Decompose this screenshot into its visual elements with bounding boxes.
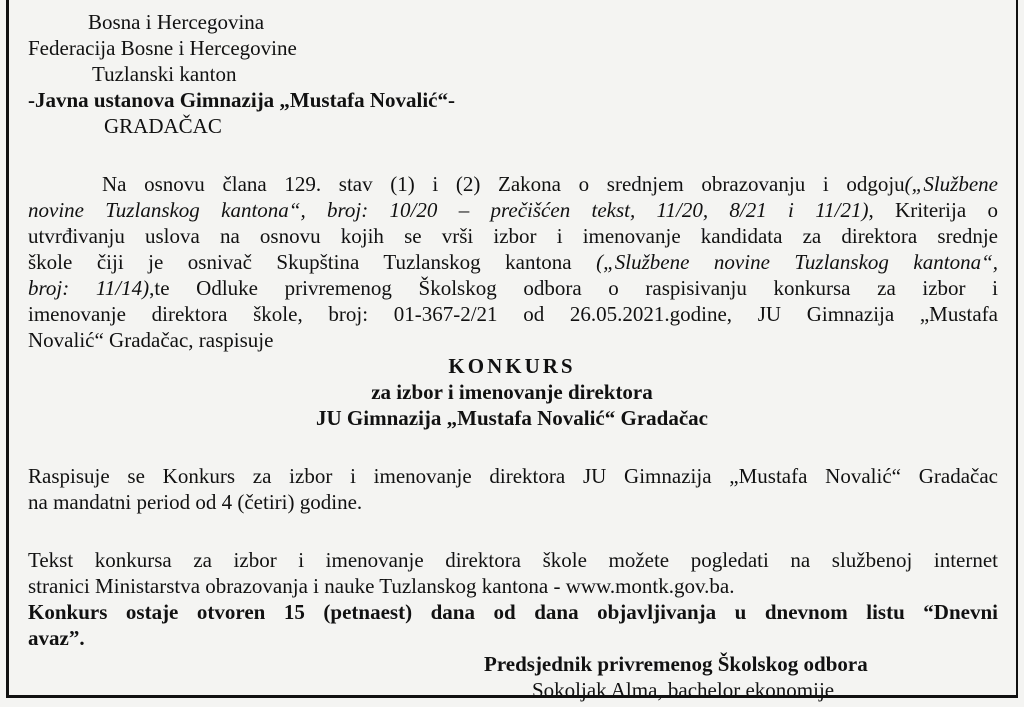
intro-line-4 <box>28 250 998 274</box>
intro-line-1-citation: („Službene <box>904 172 998 196</box>
intro-line-4-citation: („Službene novine Tuzlanskog kantona“, <box>596 250 998 274</box>
intro-line-6: imenovanje direktora škole, broj: 01-367-2/21 od 26.05.2021.godine, JU Gimnazija „Mustafa <box>28 302 998 326</box>
para2-line-3: Konkurs ostaje otvoren 15 (petnaest) dana od dana objavljivanja u dnevnom listu “Dnevni <box>28 600 998 624</box>
intro-line-2 <box>28 198 998 222</box>
intro-line-1-text: Na osnovu člana 129. stav (1) i (2) Zakona o srednjem obrazovanju i odgoju <box>102 172 905 196</box>
signature-name: Sokoljak Alma, bachelor ekonomije <box>532 678 835 702</box>
konkurs-subtitle-1: za izbor i imenovanje direktora <box>371 380 653 404</box>
intro-line-2-text: , Kriterija o <box>868 198 998 222</box>
para1-line-1: Raspisuje se Konkurs za izbor i imenovanje direktora JU Gimnazija „Mustafa Novalić“ Gradačac <box>28 464 998 488</box>
intro-line-7: Novalić“ Gradačac, raspisuje <box>28 328 274 352</box>
header-federation: Federacija Bosne i Hercegovine <box>28 36 297 60</box>
intro-line-1 <box>102 172 998 196</box>
intro-line-3: utvrđivanju uslova na osnovu kojih se vrši izbor i imenovanje kandidata za direktora srednje <box>28 224 998 248</box>
konkurs-subtitle-2: JU Gimnazija „Mustafa Novalić“ Gradačac <box>316 406 708 430</box>
konkurs-title: KONKURS <box>448 354 576 378</box>
intro-line-5-text: ,te Odluke privremenog Školskog odbora o raspisivanju konkursa za izbor i <box>149 276 998 300</box>
header-canton: Tuzlanski kanton <box>92 62 237 86</box>
intro-line-5 <box>28 276 998 300</box>
header-institution: -Javna ustanova Gimnazija „Mustafa Novalić“- <box>28 88 455 112</box>
intro-line-2-citation: novine Tuzlanskog kantona“, broj: 10/20 – prečišćen tekst, 11/20, 8/21 i 11/21) <box>28 198 869 222</box>
para2-line-4: avaz”. <box>28 626 85 650</box>
para1-line-2: na mandatni period od 4 (četiri) godine. <box>28 490 363 514</box>
intro-line-5-citation: broj: 11/14) <box>28 276 150 300</box>
para2-line-2: stranici Ministarstva obrazovanja i nauke Tuzlanskog kantona - www.montk.gov.ba. <box>28 574 735 598</box>
intro-line-4-text: škole čiji je osnivač Skupština Tuzlanskog kantona <box>28 250 597 274</box>
header-city: GRADAČAC <box>104 114 222 138</box>
signature-role: Predsjednik privremenog Školskog odbora <box>484 652 868 676</box>
header-country: Bosna i Hercegovina <box>88 10 265 34</box>
para2-line-1: Tekst konkursa za izbor i imenovanje direktora škole možete pogledati na službenoj internet <box>28 548 998 572</box>
